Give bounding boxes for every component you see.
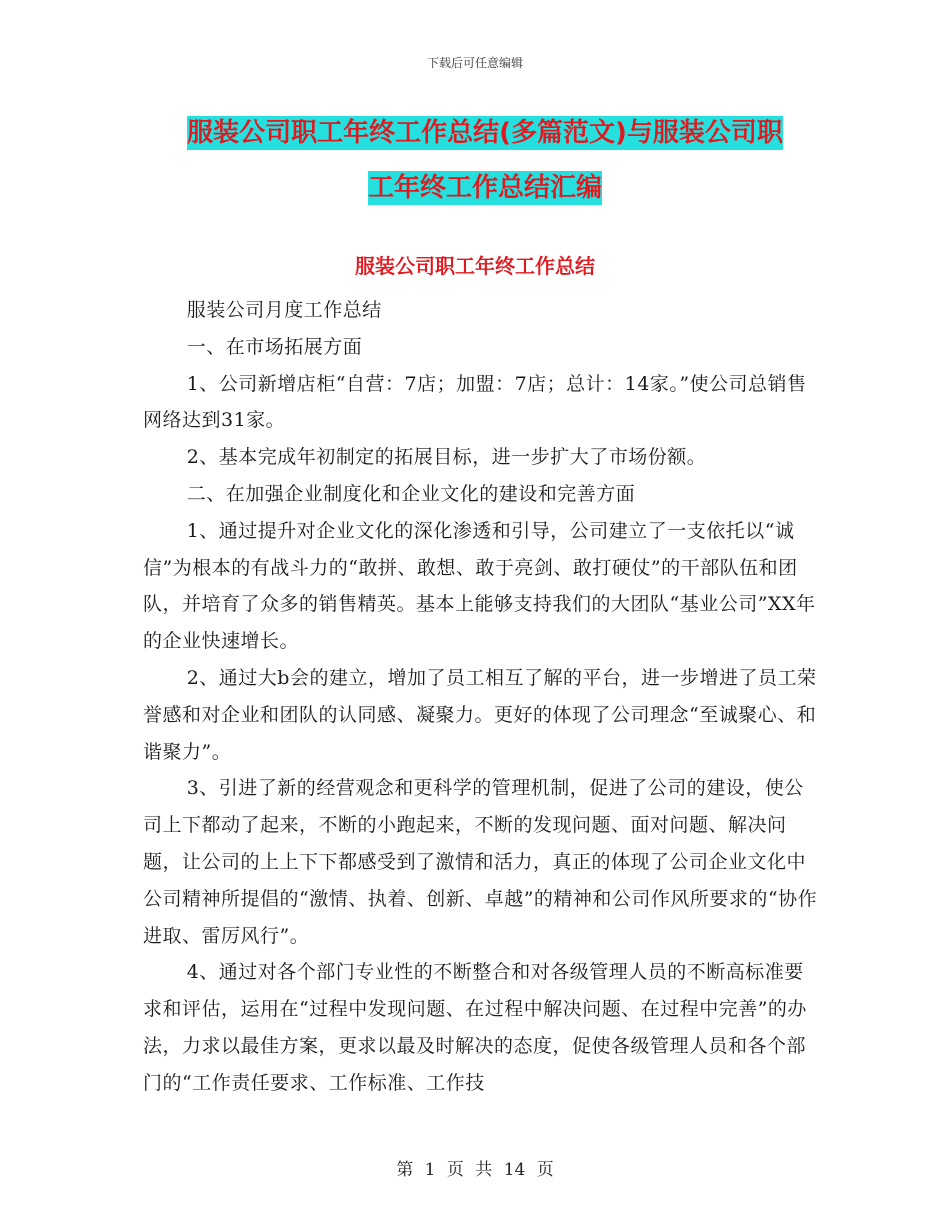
page-number: 第 1 页 共 14 页	[396, 1160, 554, 1180]
paragraph: 1、公司新增店柜“自营：7店；加盟：7店；总计：14家。”使公司总销售网络达到31家。	[143, 372, 807, 432]
paragraph: 3、引进了新的经营观念和更科学的管理机制，促进了公司的建设，使公司上下都动了起来，不断的小跑起来，不断的发现问题、面对问题、解决问题，让公司的上上下下都感受到了激情和活力，真正的体现了公司企业文化中公司精神所提倡的“激情、执着、创新、卓越”的精神和公司作风所要求的“协作进取、雷厉风行”。	[143, 777, 818, 947]
paragraph: 服装公司月度工作总结	[186, 299, 382, 321]
document-title	[140, 106, 830, 216]
header-note: 下载后可任意编辑	[426, 56, 523, 70]
paragraph: 二、在加强企业制度化和企业文化的建设和完善方面	[186, 482, 636, 505]
body-text	[143, 292, 823, 1102]
paragraph: 1、通过提升对企业文化的深化渗透和引导，公司建立了一支依托以“诚信”为根本的有战斗力的“敢拼、敢想、敢于亮剑、敢打硬仗”的干部队伍和团队，并培育了众多的销售精英。基本上能够支持我们的大团队“基业公司”XX年的企业快速增长。	[143, 519, 816, 653]
document-title-line-2: 工年终工作总结汇编	[367, 173, 602, 203]
paragraph: 4、通过对各个部门专业性的不断整合和对各级管理人员的不断高标准要求和评估，运用在“过程中发现问题、在过程中解决问题、在过程中完善”的办法，力求以最佳方案，更求以最及时解决的态度，促使各级管理人员和各个部门的“工作责任要求、工作标准、工作技	[143, 961, 807, 1094]
paragraph: 一、在市场拓展方面	[186, 335, 363, 358]
section-title: 服装公司职工年终工作总结	[355, 254, 595, 278]
paragraph: 2、通过大b会的建立，增加了员工相互了解的平台，进一步增进了员工荣誉感和对企业和团队的认同感、凝聚力。更好的体现了公司理念“至诚聚心、和谐聚力”。	[143, 666, 817, 763]
document-title-line-1: 服装公司职工年终工作总结(多篇范文)与服装公司职	[187, 118, 783, 148]
paragraph: 2、基本完成年初制定的拓展目标，进一步扩大了市场份额。	[186, 446, 707, 469]
